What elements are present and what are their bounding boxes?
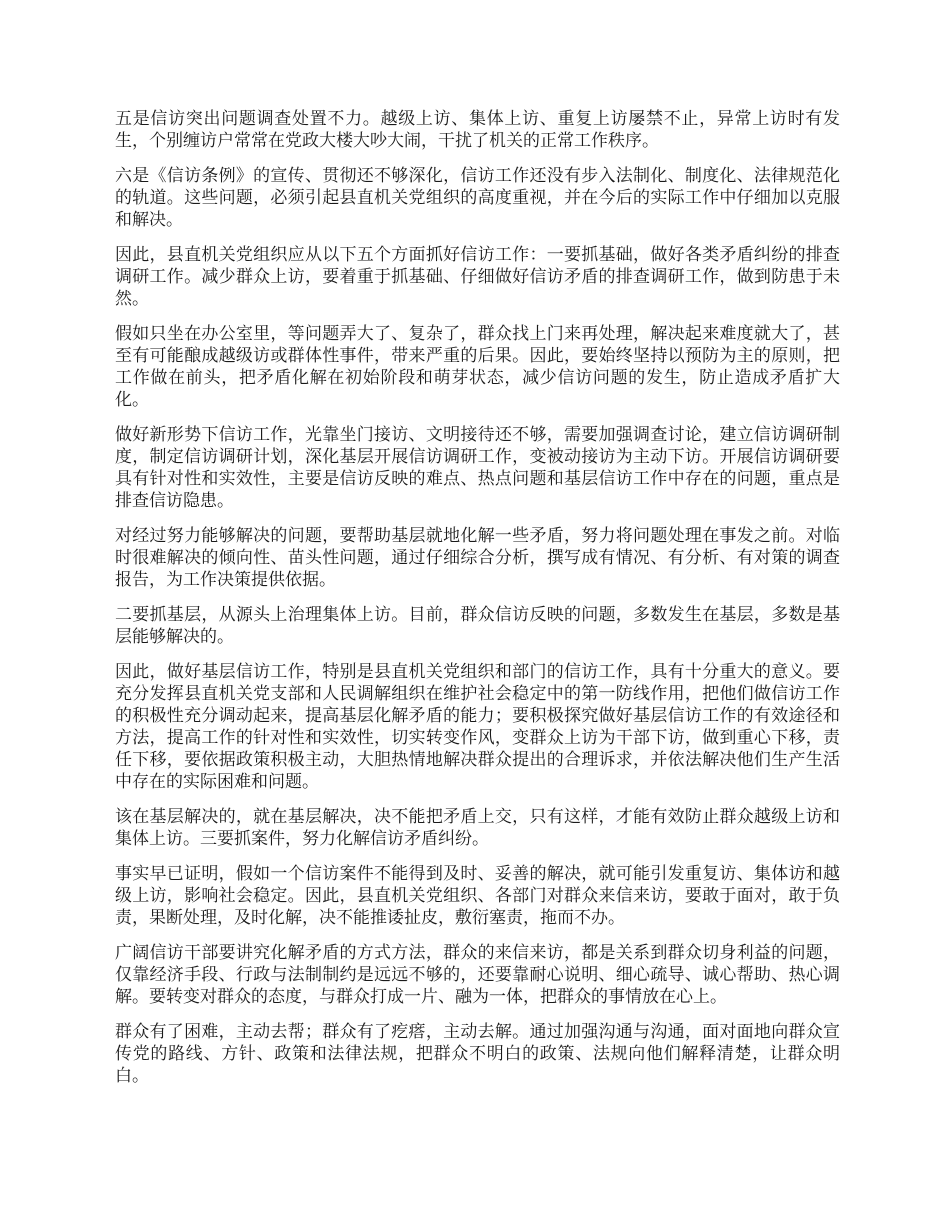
paragraph-7: 二要抓基层，从源头上治理集体上访。目前，群众信访反映的问题，多数发生在基层，多数是基层能够解决的。 xyxy=(115,605,840,647)
paragraph-2: 六是《信访条例》的宣传、贯彻还不够深化，信访工作还没有步入法制化、制度化、法律规范化的轨道。这些问题，必须引起县直机关党组织的高度重视，并在今后的实际工作中仔细加以克服和解决。 xyxy=(115,166,840,230)
paragraph-5: 做好新形势下信访工作，光靠坐门接访、文明接待还不够，需要加强调查讨论，建立信访调研制度，制定信访调研计划，深化基层开展信访调研工作，变被动接访为主动下访。开展信访调研要具有针对性和实效性，主要是信访反映的难点、热点问题和基层信访工作中存在的问题，重点是排查信访隐患。 xyxy=(115,425,840,511)
paragraph-6: 对经过努力能够解决的问题，要帮助基层就地化解一些矛盾，努力将问题处理在事发之前。对临时很难解决的倾向性、苗头性问题，通过仔细综合分析，撰写成有情况、有分析、有对策的调查报告，为工作决策提供依据。 xyxy=(115,526,840,590)
paragraph-8: 因此，做好基层信访工作，特别是县直机关党组织和部门的信访工作，具有十分重大的意义。要充分发挥县直机关党支部和人民调解组织在维护社会稳定中的第一防线作用，把他们做信访工作的积极性充分调动起来，提高基层化解矛盾的能力；要积极探究做好基层信访工作的有效途径和方法，提高工作的针对性和实效性，切实转变作风，变群众上访为干部下访，做到重心下移，责任下移，要依据政策积极主动，大胆热情地解决群众提出的合理诉求，并依法解决他们生产生活中存在的实际困难和问题。 xyxy=(115,662,840,792)
paragraph-10: 事实早已证明，假如一个信访案件不能得到及时、妥善的解决，就可能引发重复访、集体访和越级上访，影响社会稳定。因此，县直机关党组织、各部门对群众来信来访，要敢于面对，敢于负责，果断处理，及时化解，决不能推诿扯皮，敷衍塞责，拖而不办。 xyxy=(115,864,840,928)
paragraph-9: 该在基层解决的，就在基层解决，决不能把矛盾上交，只有这样，才能有效防止群众越级上访和集体上访。三要抓案件，努力化解信访矛盾纠纷。 xyxy=(115,807,840,849)
paragraph-11: 广阔信访干部要讲究化解矛盾的方式方法，群众的来信来访，都是关系到群众切身利益的问题，仅靠经济手段、行政与法制制约是远远不够的，还要靠耐心说明、细心疏导、诚心帮助、热心调解。要转变对群众的态度，与群众打成一片、融为一体，把群众的事情放在心上。 xyxy=(115,943,840,1007)
paragraph-4: 假如只坐在办公室里，等问题弄大了、复杂了，群众找上门来再处理，解决起来难度就大了，甚至有可能酿成越级访或群体性事件，带来严重的后果。因此，要始终坚持以预防为主的原则，把工作做在前头，把矛盾化解在初始阶段和萌芽状态，减少信访问题的发生，防止造成矛盾扩大化。 xyxy=(115,324,840,410)
paragraph-3: 因此，县直机关党组织应从以下五个方面抓好信访工作：一要抓基础，做好各类矛盾纠纷的排查调研工作。减少群众上访，要着重于抓基础、仔细做好信访矛盾的排查调研工作，做到防患于未然。 xyxy=(115,245,840,309)
paragraph-12: 群众有了困难，主动去帮；群众有了疙瘩，主动去解。通过加强沟通与沟通，面对面地向群众宣传党的路线、方针、政策和法律法规，把群众不明白的政策、法规向他们解释清楚，让群众明白。 xyxy=(115,1022,840,1086)
document-body xyxy=(115,108,840,1100)
paragraph-1: 五是信访突出问题调查处置不力。越级上访、集体上访、重复上访屡禁不止，异常上访时有发生，个别缠访户常常在党政大楼大吵大闹，干扰了机关的正常工作秩序。 xyxy=(115,109,840,151)
